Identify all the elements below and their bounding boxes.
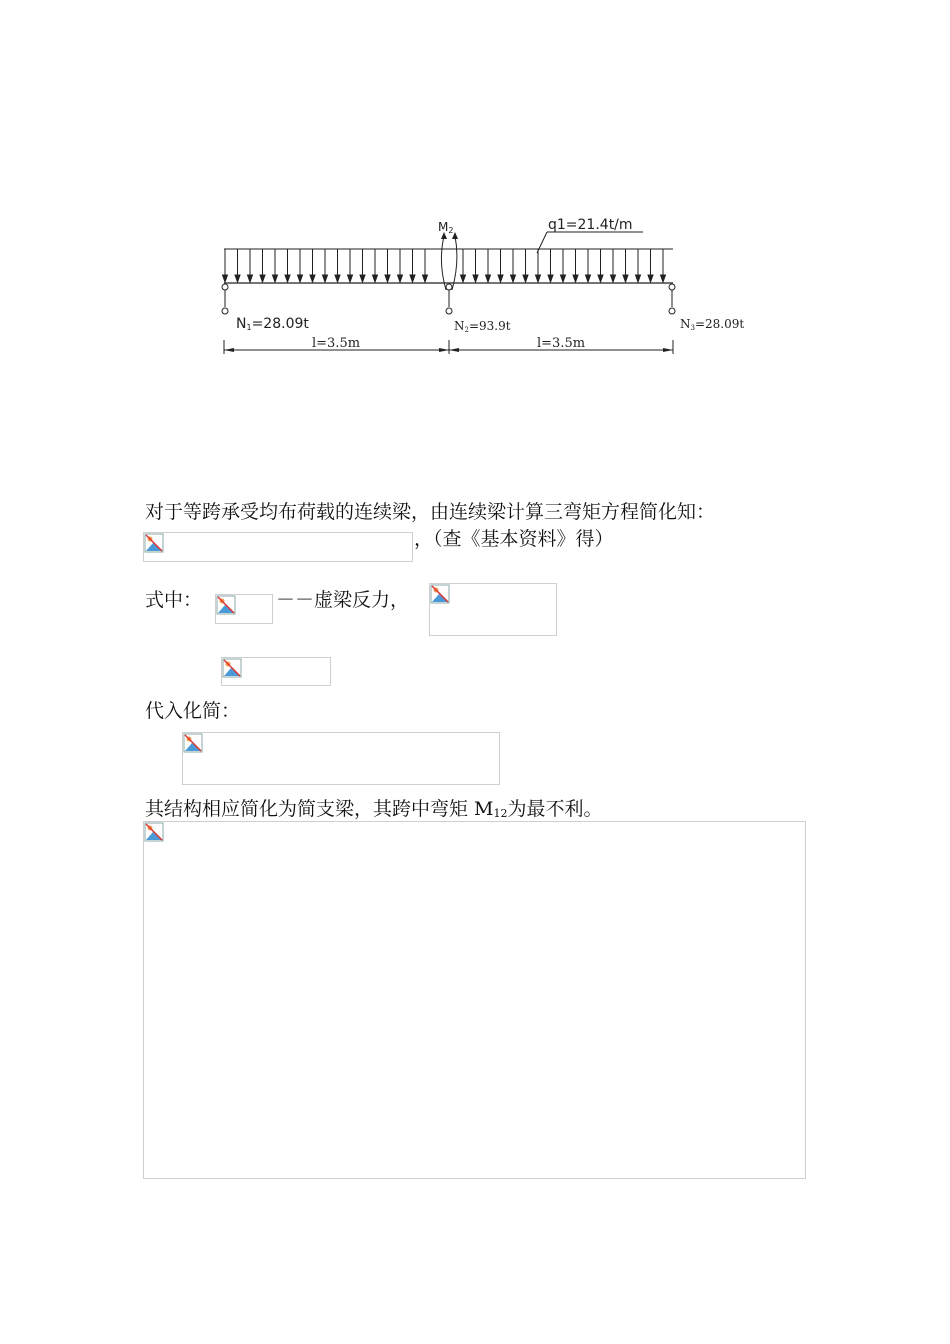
load-arrow-head xyxy=(335,275,340,282)
load-arrow-head xyxy=(561,275,566,282)
simply-supported-paragraph: 其结构相应简化为简支梁，其跨中弯矩 $M_{12}$为最不利。 xyxy=(145,798,603,820)
load-arrow-head xyxy=(298,275,303,282)
load-arrow-head xyxy=(360,275,365,282)
moment-arc-left xyxy=(441,236,446,290)
load-arrow-head xyxy=(385,275,390,282)
span-right-label: l=3.5m xyxy=(537,336,586,351)
broken-image-icon xyxy=(222,658,242,678)
reference-note: ，（查《基本资料》得） xyxy=(414,528,614,550)
load-arrow-head xyxy=(648,275,653,282)
broken-image-icon xyxy=(144,822,164,842)
load-arrow-head xyxy=(423,275,428,282)
support-left xyxy=(222,284,228,314)
paragraph-three-moment: 对于等跨承受均布荷载的连续梁，由连续梁计算三弯矩方程简化知： xyxy=(145,501,716,523)
load-arrow-head xyxy=(586,275,591,282)
load-arrow-head xyxy=(473,275,478,282)
load-arrow-head xyxy=(285,275,290,282)
formula-image-3 xyxy=(429,583,557,636)
load-arrow-head xyxy=(461,275,466,282)
span-left-label: l=3.5m xyxy=(312,336,361,351)
load-arrow-head xyxy=(661,275,666,282)
load-arrow-head xyxy=(373,275,378,282)
substitute-simplify-label: 代入化简： xyxy=(145,700,241,722)
load-arrow-head xyxy=(235,275,240,282)
load-arrow-head xyxy=(323,275,328,282)
large-figure-image xyxy=(143,821,806,1179)
load-arrow-head xyxy=(498,275,503,282)
load-arrow-head xyxy=(598,275,603,282)
reaction-mid-label: N2=93.9t xyxy=(454,319,511,334)
load-arrow-head xyxy=(486,275,491,282)
load-arrow-head xyxy=(536,275,541,282)
formula-image-5 xyxy=(182,732,500,785)
distributed-load-arrows xyxy=(223,249,666,282)
load-arrow-head xyxy=(348,275,353,282)
load-leader xyxy=(537,232,547,253)
load-arrow-head xyxy=(398,275,403,282)
load-arrow-head xyxy=(223,275,228,282)
load-arrow-head xyxy=(611,275,616,282)
support-right xyxy=(669,284,675,314)
load-label: q1=21.4t/m xyxy=(548,217,633,233)
load-arrow-head xyxy=(523,275,528,282)
broken-image-icon xyxy=(144,533,164,553)
broken-image-icon xyxy=(216,595,236,615)
moment-label: M2 xyxy=(438,220,454,235)
load-arrow-head xyxy=(310,275,315,282)
moment-arc-right xyxy=(452,236,457,290)
load-arrow-head xyxy=(548,275,553,282)
broken-image-icon xyxy=(183,733,203,753)
formula-image-4 xyxy=(221,657,331,686)
reaction-left-label: N1=28.09t xyxy=(236,316,309,332)
formula-image-2 xyxy=(215,594,273,624)
load-arrow-head xyxy=(573,275,578,282)
load-arrow-head xyxy=(260,275,265,282)
reaction-right-label: N3=28.09t xyxy=(680,317,745,332)
virtual-reaction-text: －－虚梁反力， xyxy=(276,589,410,611)
load-arrow-head xyxy=(636,275,641,282)
formula-where-label: 式中： xyxy=(145,589,203,611)
load-arrow-head xyxy=(511,275,516,282)
load-arrow-head xyxy=(623,275,628,282)
formula-image-1 xyxy=(143,532,413,562)
support-middle xyxy=(446,284,452,314)
load-arrow-head xyxy=(410,275,415,282)
continuous-beam-diagram xyxy=(0,200,950,370)
load-arrow-head xyxy=(248,275,253,282)
broken-image-icon xyxy=(430,584,450,604)
load-arrow-head xyxy=(273,275,278,282)
